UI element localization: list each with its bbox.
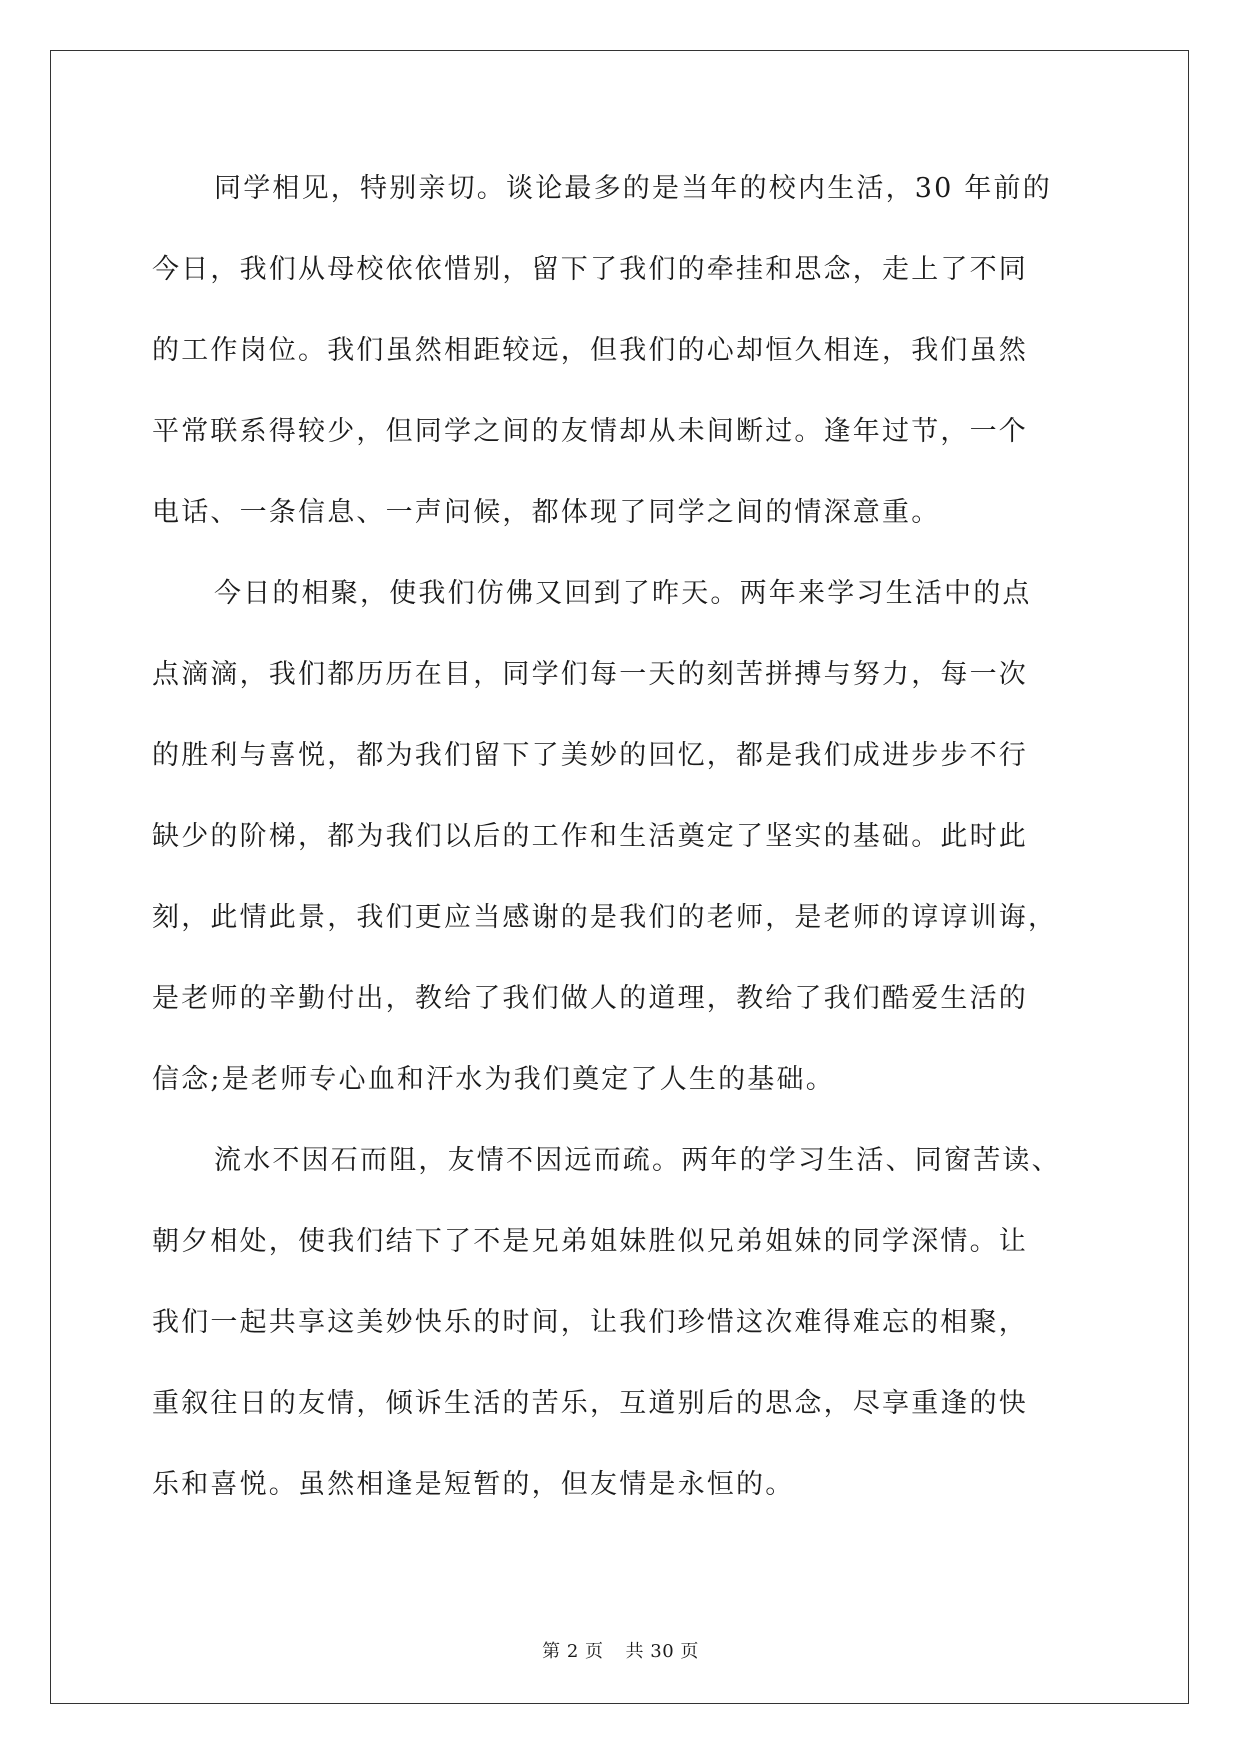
- page-total: 共 30 页: [625, 1641, 699, 1662]
- page-number: 第 2 页: [542, 1641, 604, 1662]
- text-line: 是老师的辛勤付出，教给了我们做人的道理，教给了我们酷爱生活的: [152, 983, 1028, 1014]
- text-line: 电话、一条信息、一声问候，都体现了同学之间的情深意重。: [152, 497, 941, 528]
- text-line: 平常联系得较少，但同学之间的友情却从未间断过。逢年过节，一个: [152, 416, 1028, 447]
- text-line: 重叙往日的友情，倾诉生活的苦乐，互道别后的思念，尽享重逢的快: [152, 1388, 1028, 1419]
- paragraph-3: [152, 1120, 1092, 1525]
- paragraph-1: [152, 148, 1092, 553]
- text-line: 同学相见，特别亲切。谈论最多的是当年的校内生活，30 年前的: [214, 173, 1052, 204]
- text-line: 缺少的阶梯，都为我们以后的工作和生活奠定了坚实的基础。此时此: [152, 821, 1028, 852]
- text-line: 刻，此情此景，我们更应当感谢的是我们的老师，是老师的谆谆训诲，: [152, 902, 1058, 933]
- document-body: [152, 148, 1092, 1525]
- text-line: 我们一起共享这美妙快乐的时间，让我们珍惜这次难得难忘的相聚，: [152, 1307, 1028, 1338]
- text-line: 点滴滴，我们都历历在目，同学们每一天的刻苦拼搏与努力，每一次: [152, 659, 1028, 690]
- text-line: 朝夕相处，使我们结下了不是兄弟姐妹胜似兄弟姐妹的同学深情。让: [152, 1226, 1028, 1257]
- text-line: 的工作岗位。我们虽然相距较远，但我们的心却恒久相连，我们虽然: [152, 335, 1028, 366]
- page-footer: [0, 1637, 1241, 1663]
- paragraph-2: [152, 553, 1092, 1120]
- text-line: 今日，我们从母校依依惜别，留下了我们的牵挂和思念，走上了不同: [152, 254, 1028, 285]
- text-line: 的胜利与喜悦，都为我们留下了美妙的回忆，都是我们成进步步不行: [152, 740, 1028, 771]
- text-line: 信念;是老师专心血和汗水为我们奠定了人生的基础。: [152, 1064, 835, 1095]
- text-line: 乐和喜悦。虽然相逢是短暂的，但友情是永恒的。: [152, 1469, 795, 1500]
- text-line: 流水不因石而阻，友情不因远而疏。两年的学习生活、同窗苦读、: [214, 1145, 1061, 1176]
- text-line: 今日的相聚，使我们仿佛又回到了昨天。两年来学习生活中的点: [214, 578, 1032, 609]
